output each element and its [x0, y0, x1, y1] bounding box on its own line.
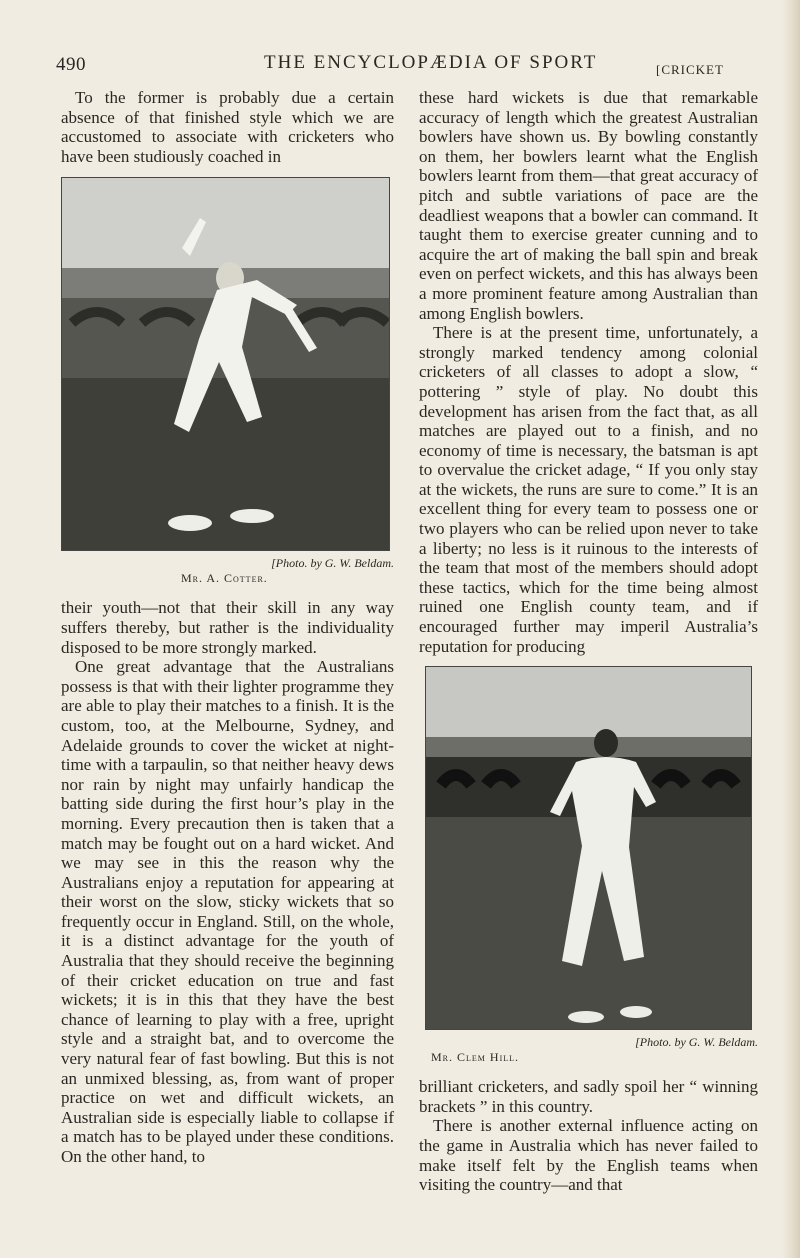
caption-hill: [419, 1050, 758, 1065]
photo-credit-hill: [Photo. by G. W. Beldam.: [635, 1035, 758, 1050]
right-paragraph-1: these hard wickets is due that remarkable accuracy of length which the greatest Australian bowlers have shown us. By bowling constantly on them, her bowlers learnt what the English bowlers learnt from them—that great accuracy of pitch and subtle variations of pace are the deadliest weapons that a bowler can command. It taught them to exercise greater cunning and to acquire the art of making the ball spin and break even on perfect wickets, and this has always been a more prominent feature among Australian than among English bowlers.: [419, 88, 758, 323]
figure-cotter: [61, 177, 394, 586]
right-paragraph-2: There is at the present time, unfortunately, a strongly marked tendency among colonial cricketers of all classes to adopt a slow, “ pottering ” style of play. No doubt this development has arisen from the fact that, as all matches are played out to a finish, and no economy of time is necessary, the batsman is apt to overvalue the cricket adage, “ If you only stay at the wickets, the runs are sure to come.” It is an excellent thing for every team to possess one or two players who can be relied upon never to take a liberty; no less is it ruinous to the interests of the team that most of the members should adopt these tactics, which for the time being almost ruined one English county team, and if encouraged further may imperil Australia’s reputation for producing: [419, 323, 758, 656]
caption-cotter: [61, 571, 394, 586]
caption-cotter-text: Mr. A. Cotter.: [181, 571, 268, 586]
photo-hill: [425, 666, 752, 1030]
photo-cotter: [61, 177, 390, 551]
photo-credit-cotter: [Photo. by G. W. Beldam.: [271, 556, 394, 571]
running-header: [56, 48, 756, 84]
section-tag: [CRICKET: [656, 62, 724, 77]
figure-hill: [419, 666, 758, 1065]
left-paragraph-1: To the former is probably due a certain absence of that finished style which we are accustomed to associate with cricketers who have been studiously coached in: [61, 88, 394, 166]
running-title: THE ENCYCLOPÆDIA OF SPORT: [264, 52, 598, 73]
left-column: [61, 88, 394, 1167]
right-paragraph-3: brilliant cricketers, and sadly spoil her “ winning brackets ” in this country.: [419, 1077, 758, 1116]
right-column: [419, 88, 758, 1195]
right-paragraph-4: There is another external influence acting on the game in Australia which has never failed to make itself felt by the English teams when visiting the country—and that: [419, 1116, 758, 1195]
caption-hill-text: Mr. Clem Hill.: [431, 1050, 519, 1065]
left-paragraph-2: their youth—not that their skill in any way suffers thereby, but rather is the individuality disposed to be more strongly marked.: [61, 598, 394, 657]
page-number: 490: [56, 54, 86, 75]
page-edge-shadow: [782, 0, 800, 1258]
fielder-photo-illustration: [426, 667, 751, 1029]
left-paragraph-3: One great advantage that the Australians possess is that with their lighter programme they are able to play their matches to a finish. It is the custom, too, at the Melbourne, Sydney, and Adelaide grounds to cover the wicket at night-time with a tarpaulin, so that neither heavy dews nor rain by night may unfairly handicap the batting side during the first hour’s play in the morning. Every precaution then is taken that a match may be fought out on a hard wicket. And we may see in this the reason why the Australians enjoy a reputation for appearing at their worst on the slow, sticky wickets that so frequently occur in England. Still, on the whole, it is a distinct advantage for the youth of Australia that they should receive the beginning of their cricket education on true and fast wickets; it is in this that they have the best chance of learning to play with a free, upright style and a straight bat, and to overcome the very natural fear of fast bowling. But this is not an unmixed blessing, as, from want of proper practice on wet and difficult wickets, an Australian side is especially liable to collapse if a match has to be played under these conditions. On the other hand, to: [61, 657, 394, 1166]
bowler-photo-illustration: [62, 178, 389, 550]
